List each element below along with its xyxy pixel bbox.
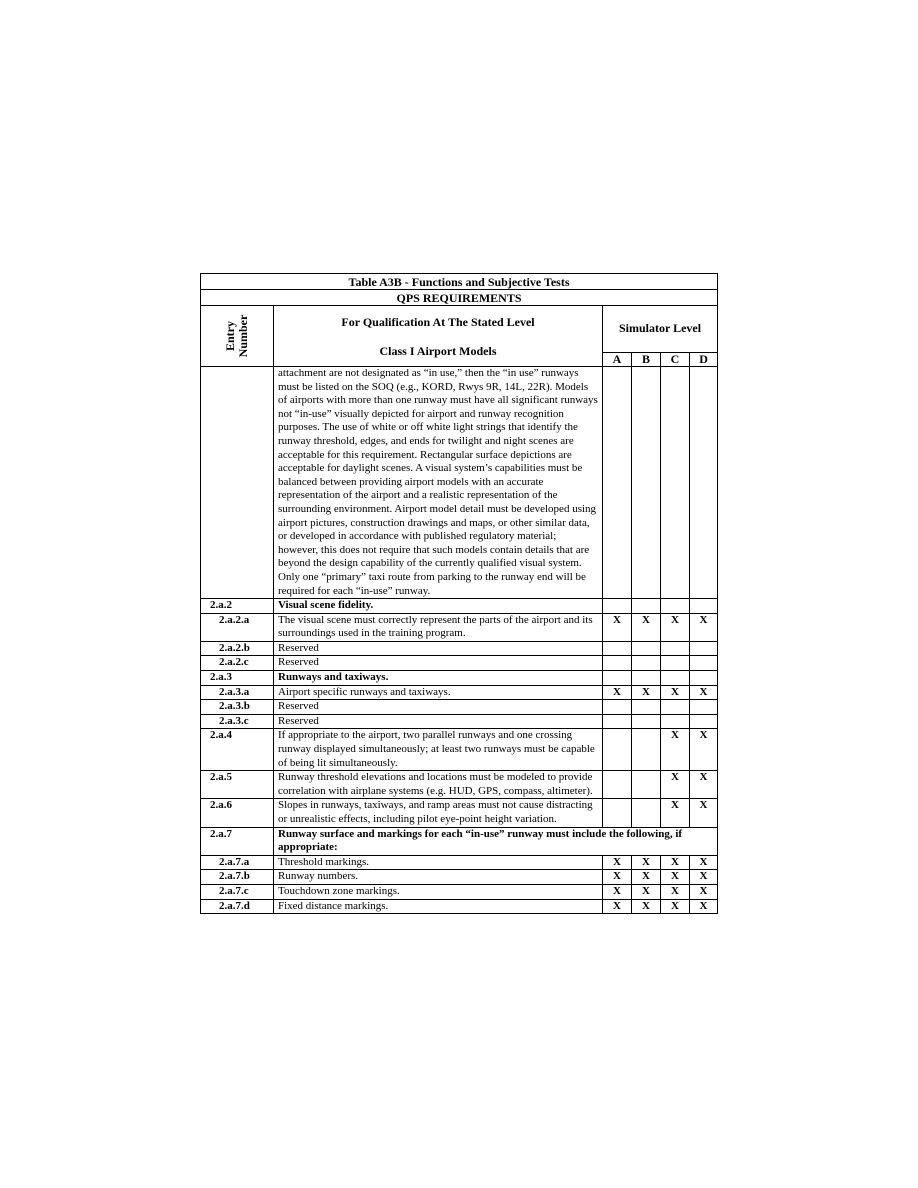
table-row: [201, 671, 718, 686]
level-c-mark: X: [661, 884, 690, 899]
entry-number: 2.a.2.a: [201, 613, 274, 641]
entry-number: 2.a.3.c: [201, 714, 274, 729]
level-b-mark: [632, 641, 661, 656]
table-row: [201, 613, 718, 641]
entry-number: 2.a.3.b: [201, 700, 274, 715]
level-d-mark: [690, 656, 718, 671]
table-row: [201, 700, 718, 715]
continuation-row: [201, 367, 718, 599]
level-b-mark: X: [632, 855, 661, 870]
requirement-text: Slopes in runways, taxiways, and ramp areas must not cause distracting or unrealistic effects, including pilot eye-point height variation.: [274, 799, 603, 827]
requirement-text: Reserved: [274, 656, 603, 671]
level-a-header: A: [603, 353, 632, 367]
level-d-header: D: [690, 353, 718, 367]
requirement-text: If appropriate to the airport, two parallel runways and one crossing runway displayed simultaneously; at least two runways must be capable of being lit simultaneously.: [274, 729, 603, 771]
level-a-mark: X: [603, 870, 632, 885]
requirement-text: The visual scene must correctly represent the parts of the airport and its surroundings used in the training program.: [274, 613, 603, 641]
level-b-mark: X: [632, 899, 661, 914]
table-row: [201, 656, 718, 671]
level-d-mark: X: [690, 729, 718, 771]
level-b-mark: X: [632, 613, 661, 641]
level-c-mark: X: [661, 685, 690, 700]
table-row: [201, 771, 718, 799]
requirement-text: Reserved: [274, 714, 603, 729]
entry-number: 2.a.2.b: [201, 641, 274, 656]
level-d-mark: X: [690, 870, 718, 885]
level-a-mark: [603, 671, 632, 686]
requirement-text: Reserved: [274, 641, 603, 656]
table-row: [201, 899, 718, 914]
level-c-mark: [661, 714, 690, 729]
entry-number: 2.a.7.a: [201, 855, 274, 870]
functions-subjective-tests-table: [200, 273, 718, 914]
table-row: [201, 855, 718, 870]
requirement-text: Runway numbers.: [274, 870, 603, 885]
level-a-mark: X: [603, 899, 632, 914]
requirement-text: Runway surface and markings for each “in-use” runway must include the following, if appropriate:: [274, 827, 718, 855]
entry-number: 2.a.3: [201, 671, 274, 686]
table-title: Table A3B - Functions and Subjective Tests: [201, 274, 718, 290]
level-d-mark: [690, 714, 718, 729]
table-row: [201, 827, 718, 855]
level-c-mark: X: [661, 870, 690, 885]
level-c-header: C: [661, 353, 690, 367]
requirement-text: Runways and taxiways.: [274, 671, 603, 686]
level-d-mark: X: [690, 771, 718, 799]
entry-header-line2: Number: [236, 314, 250, 358]
continuation-level-c: [661, 367, 690, 599]
continuation-level-d: [690, 367, 718, 599]
level-d-mark: [690, 700, 718, 715]
level-b-mark: [632, 714, 661, 729]
entry-header-line1: Entry: [223, 321, 237, 352]
level-b-mark: [632, 599, 661, 614]
simulator-level-header: Simulator Level: [603, 306, 718, 353]
requirement-text: Airport specific runways and taxiways.: [274, 685, 603, 700]
entry-number: 2.a.2.c: [201, 656, 274, 671]
table-row: [201, 799, 718, 827]
level-d-mark: [690, 599, 718, 614]
qualification-line2: Class I Airport Models: [379, 344, 497, 358]
subtitle-row: [201, 290, 718, 306]
table-row: [201, 714, 718, 729]
entry-number: 2.a.2: [201, 599, 274, 614]
level-a-mark: [603, 700, 632, 715]
continuation-entry-cell: [201, 367, 274, 599]
level-a-mark: [603, 656, 632, 671]
entry-number-label: [224, 315, 250, 358]
level-a-mark: [603, 771, 632, 799]
table-row: [201, 870, 718, 885]
level-c-mark: X: [661, 799, 690, 827]
level-c-mark: [661, 671, 690, 686]
continuation-level-b: [632, 367, 661, 599]
level-c-mark: X: [661, 771, 690, 799]
level-d-mark: [690, 671, 718, 686]
entry-number: 2.a.5: [201, 771, 274, 799]
level-d-mark: X: [690, 799, 718, 827]
level-b-mark: X: [632, 685, 661, 700]
level-b-mark: X: [632, 870, 661, 885]
level-b-header: B: [632, 353, 661, 367]
level-c-mark: X: [661, 899, 690, 914]
level-b-mark: X: [632, 884, 661, 899]
level-d-mark: X: [690, 613, 718, 641]
level-b-mark: [632, 729, 661, 771]
entry-number-header: [201, 306, 274, 367]
entry-number: 2.a.4: [201, 729, 274, 771]
entry-number: 2.a.7.c: [201, 884, 274, 899]
level-d-mark: X: [690, 899, 718, 914]
level-c-mark: X: [661, 613, 690, 641]
level-b-mark: [632, 656, 661, 671]
requirement-text: Runway threshold elevations and locations must be modeled to provide correlation with airplane systems (e.g. HUD, GPS, compass, altimeter).: [274, 771, 603, 799]
table-row: [201, 729, 718, 771]
level-d-mark: [690, 641, 718, 656]
level-b-mark: [632, 771, 661, 799]
entry-number: 2.a.7.b: [201, 870, 274, 885]
requirement-text: Fixed distance markings.: [274, 899, 603, 914]
level-a-mark: X: [603, 685, 632, 700]
level-a-mark: [603, 729, 632, 771]
requirement-text: Visual scene fidelity.: [274, 599, 603, 614]
table-row: [201, 599, 718, 614]
entry-number: 2.a.7: [201, 827, 274, 855]
continuation-text: attachment are not designated as “in use,” then the “in use” runways must be listed on the SOQ (e.g., KORD, Rwys 9R, 14L, 22R). Models of airports with more than one runway must have all significant runways not “in-use” visually depicted for airport and runway recognition purposes. The use of white or off white light strings that identify the runway threshold, edges, and ends for twilight and night scenes are acceptable for this requirement. Rectangular surface depictions are acceptable for daylight scenes. A visual system’s capabilities must be balanced between providing airport models with an accurate representation of the airport and a realistic representation of the surrounding environment. Airport model detail must be developed using airport pictures, construction drawings and maps, or other similar data, or developed in accordance with published regulatory material; however, this does not require that such models contain details that are beyond the design capability of the currently qualified visual system. Only one “primary” taxi route from parking to the runway end will be required for each “in-use” runway.: [274, 367, 603, 599]
level-a-mark: [603, 799, 632, 827]
level-c-mark: X: [661, 729, 690, 771]
level-d-mark: X: [690, 855, 718, 870]
level-c-mark: [661, 656, 690, 671]
level-a-mark: [603, 714, 632, 729]
qualification-header: [274, 306, 603, 367]
level-a-mark: X: [603, 855, 632, 870]
level-a-mark: X: [603, 613, 632, 641]
requirement-text: Reserved: [274, 700, 603, 715]
entry-number: 2.a.3.a: [201, 685, 274, 700]
level-b-mark: [632, 799, 661, 827]
level-c-mark: X: [661, 855, 690, 870]
requirement-text: Touchdown zone markings.: [274, 884, 603, 899]
level-b-mark: [632, 700, 661, 715]
table-row: [201, 685, 718, 700]
title-row: [201, 274, 718, 290]
level-d-mark: X: [690, 884, 718, 899]
level-a-mark: [603, 599, 632, 614]
qualification-line1: For Qualification At The Stated Level: [341, 315, 535, 329]
level-c-mark: [661, 700, 690, 715]
entry-number: 2.a.7.d: [201, 899, 274, 914]
qps-requirements-heading: QPS REQUIREMENTS: [201, 290, 718, 306]
entry-number: 2.a.6: [201, 799, 274, 827]
header-row: [201, 306, 718, 353]
requirement-text: Threshold markings.: [274, 855, 603, 870]
table-row: [201, 884, 718, 899]
level-a-mark: X: [603, 884, 632, 899]
level-b-mark: [632, 671, 661, 686]
level-a-mark: [603, 641, 632, 656]
level-c-mark: [661, 599, 690, 614]
continuation-level-a: [603, 367, 632, 599]
table-row: [201, 641, 718, 656]
level-d-mark: X: [690, 685, 718, 700]
level-c-mark: [661, 641, 690, 656]
